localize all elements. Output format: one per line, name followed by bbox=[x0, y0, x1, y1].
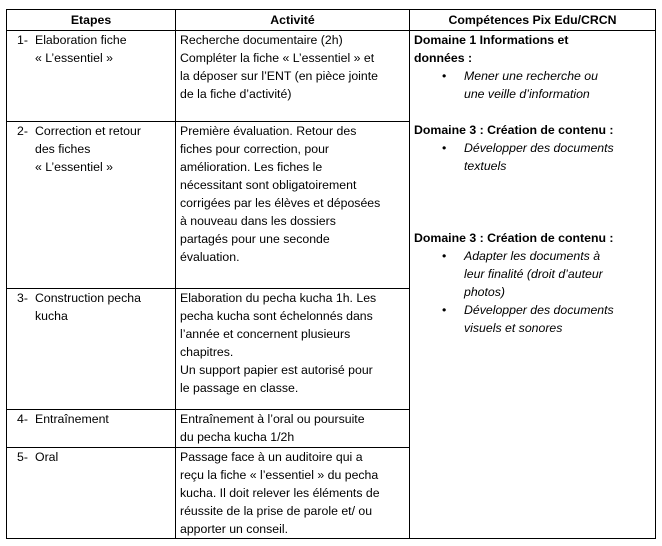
activity-line: corrigées par les élèves et déposées bbox=[180, 196, 381, 210]
activity-line: Passage face à un auditoire qui a bbox=[180, 450, 363, 464]
header-competences: Compétences Pix Edu/CRCN bbox=[410, 10, 656, 31]
competences-cell bbox=[410, 31, 656, 539]
step-label-line: Correction et retour bbox=[35, 124, 141, 138]
activity-line: pecha kucha sont échelonnés dans bbox=[180, 309, 373, 323]
bullet-icon: • bbox=[442, 303, 447, 317]
step-label-line: des fiches bbox=[35, 142, 91, 156]
activity-cell bbox=[176, 31, 410, 122]
activity-cell bbox=[176, 448, 410, 539]
header-etapes: Etapes bbox=[7, 10, 176, 31]
step-cell bbox=[7, 122, 176, 289]
activity-line: nécessitant sont obligatoirement bbox=[180, 178, 357, 192]
step-label-line: « L’essentiel » bbox=[35, 51, 113, 65]
activity-line: à nouveau dans les dossiers bbox=[180, 214, 336, 228]
step-label-line: Entraînement bbox=[35, 412, 109, 426]
activity-line: réussite de la prise de parole et/ ou bbox=[180, 504, 373, 518]
domain-title: Domaine 1 Informations et données : bbox=[414, 33, 569, 65]
activity-line: fiches pour correction, pour bbox=[180, 142, 330, 156]
competence-domain-1 bbox=[414, 31, 651, 103]
activity-line: l’année et concernent plusieurs bbox=[180, 327, 351, 341]
skill-item: • Développer des documents textuels bbox=[442, 141, 614, 173]
header-row bbox=[7, 10, 656, 31]
header-activite: Activité bbox=[176, 10, 410, 31]
activity-line: Recherche documentaire (2h) bbox=[180, 33, 343, 47]
activity-line: Première évaluation. Retour des bbox=[180, 124, 357, 138]
step-cell bbox=[7, 410, 176, 448]
step-cell bbox=[7, 31, 176, 122]
activity-cell bbox=[176, 289, 410, 410]
activity-line: partagés pour une seconde bbox=[180, 232, 330, 246]
domain-title: Domaine 3 : Création de contenu : bbox=[414, 231, 614, 245]
step-label-line: kucha bbox=[35, 309, 68, 323]
competence-domain-2 bbox=[414, 121, 651, 175]
step-number: 2- bbox=[17, 124, 28, 138]
step-number: 5- bbox=[17, 450, 28, 464]
step-label-line: Oral bbox=[35, 450, 59, 464]
step-number: 4- bbox=[17, 412, 28, 426]
step-cell bbox=[7, 448, 176, 539]
bullet-icon: • bbox=[442, 141, 447, 155]
activity-line: Entraînement à l’oral ou poursuite bbox=[180, 412, 365, 426]
activity-line: reçu la fiche « l’essentiel » du pecha bbox=[180, 468, 379, 482]
step-label-line: « L’essentiel » bbox=[35, 160, 113, 174]
bullet-icon: • bbox=[442, 69, 447, 83]
activity-line: de la fiche d’activité) bbox=[180, 87, 292, 101]
activity-line: chapitres. bbox=[180, 345, 234, 359]
table-row bbox=[7, 31, 656, 122]
activity-table bbox=[6, 9, 656, 539]
skill-item: • Développer des documents visuels et sonores bbox=[442, 303, 614, 335]
bullet-icon: • bbox=[442, 249, 447, 263]
activity-cell bbox=[176, 410, 410, 448]
activity-cell bbox=[176, 122, 410, 289]
activity-line: le passage en classe. bbox=[180, 381, 299, 395]
step-label-line: Construction pecha bbox=[35, 291, 141, 305]
activity-line: évaluation. bbox=[180, 250, 240, 264]
step-cell bbox=[7, 289, 176, 410]
activity-line: apporter un conseil. bbox=[180, 522, 289, 536]
step-number: 3- bbox=[17, 291, 28, 305]
skill-item: • Adapter les documents à leur finalité (droit d’auteur photos) bbox=[442, 249, 603, 299]
activity-line: Elaboration du pecha kucha 1h. Les bbox=[180, 291, 377, 305]
step-label-line: Elaboration fiche bbox=[35, 33, 127, 47]
domain-title: Domaine 3 : Création de contenu : bbox=[414, 123, 614, 137]
activity-line: Un support papier est autorisé pour bbox=[180, 363, 373, 377]
activity-line: Compléter la fiche « L’essentiel » et bbox=[180, 51, 375, 65]
skill-item: • Mener une recherche ou une veille d’information bbox=[442, 69, 598, 101]
competence-domain-3 bbox=[414, 229, 651, 337]
activity-line: kucha. Il doit relever les éléments de bbox=[180, 486, 380, 500]
activity-line: amélioration. Les fiches le bbox=[180, 160, 323, 174]
activity-line: du pecha kucha 1/2h bbox=[180, 430, 295, 444]
step-number: 1- bbox=[17, 33, 28, 47]
activity-line: la déposer sur l’ENT (en pièce jointe bbox=[180, 69, 378, 83]
